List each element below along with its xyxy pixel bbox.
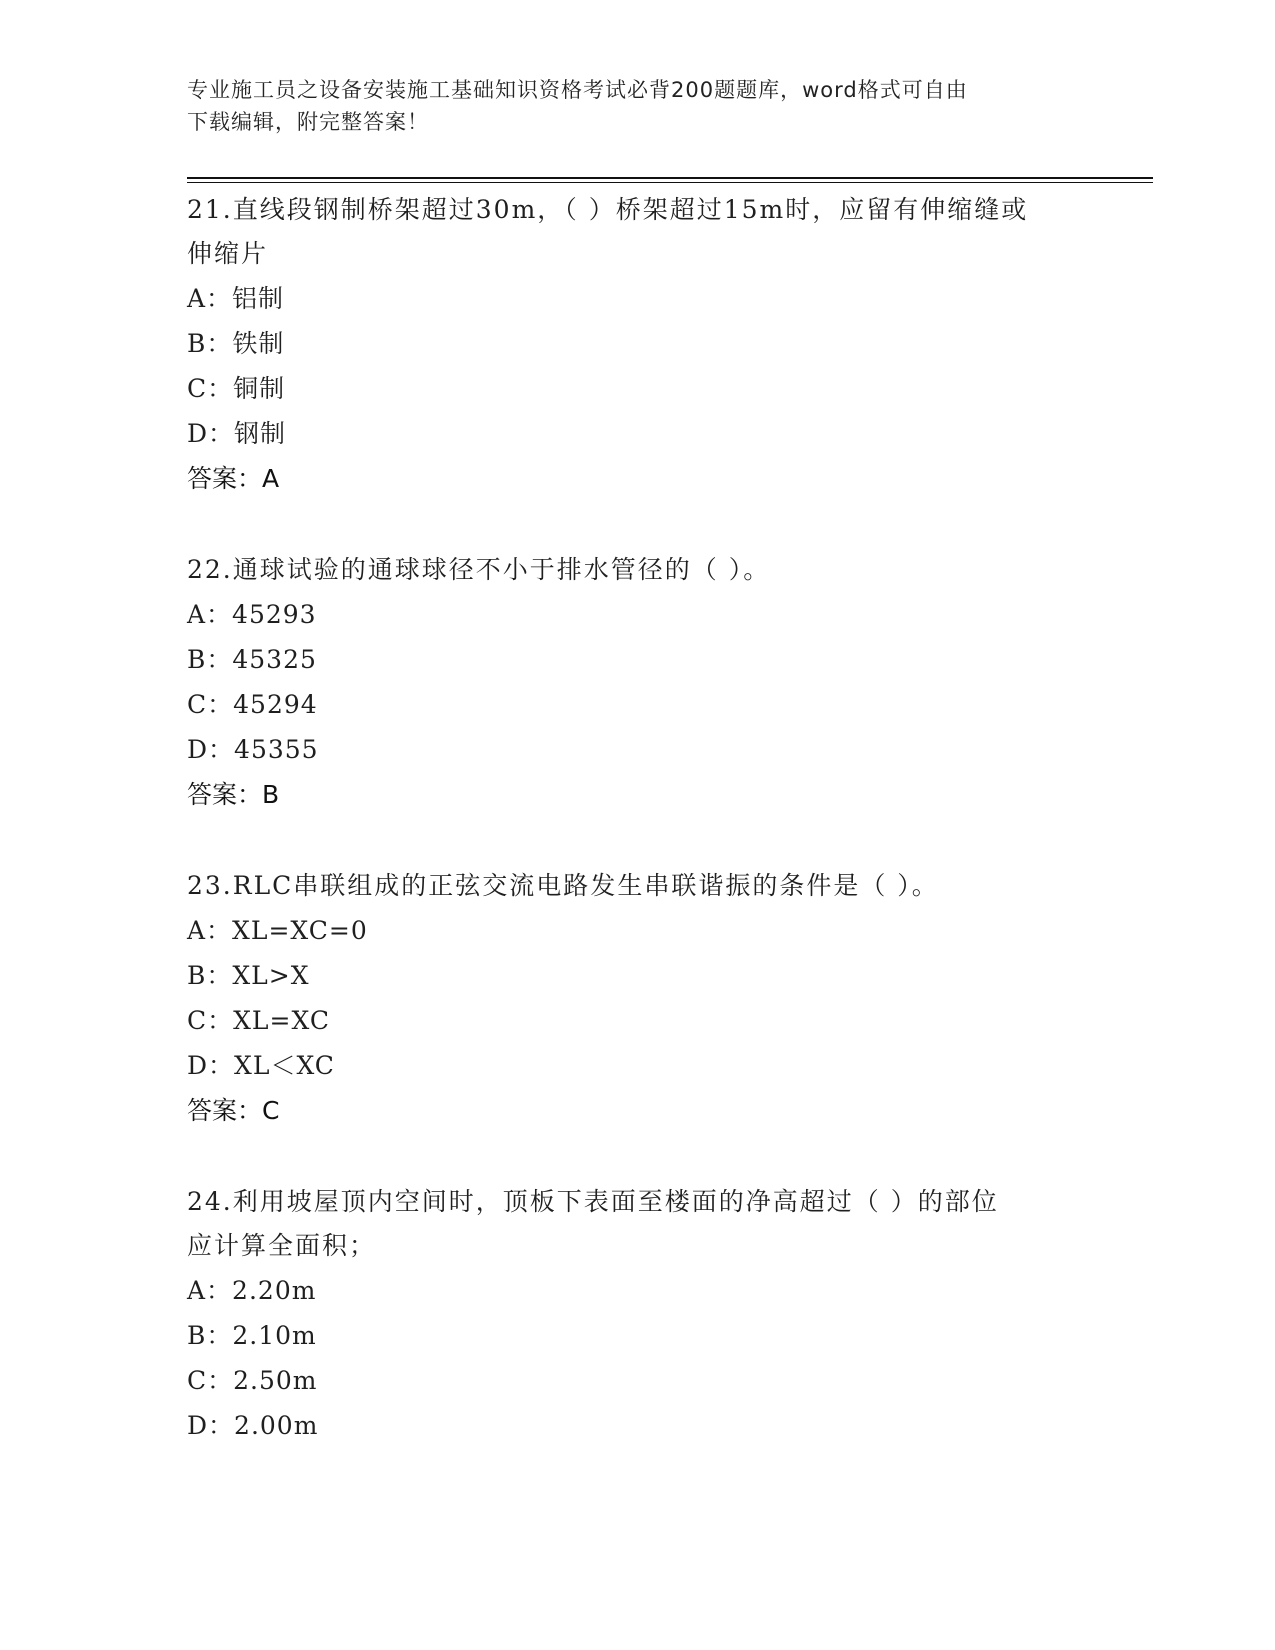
- option-c: C：45294: [187, 690, 318, 719]
- question-21: [187, 188, 1107, 502]
- question-23: [187, 864, 1107, 1134]
- option-c: C：XL=XC: [187, 1006, 330, 1035]
- question-22: [187, 548, 1107, 818]
- question-stem: 23.RLC串联组成的正弦交流电路发生串联谐振的条件是（ ）。: [187, 871, 939, 900]
- option-a: A：2.20m: [187, 1276, 317, 1305]
- header-line-2: 下载编辑，附完整答案！: [187, 110, 429, 134]
- option-c: C：2.50m: [187, 1366, 318, 1395]
- option-b: B：2.10m: [187, 1321, 317, 1350]
- header-divider-secondary: [187, 182, 1153, 183]
- option-a: A：XL=XC=0: [187, 916, 368, 945]
- answer: 答案：C: [187, 1096, 280, 1125]
- option-d: D：45355: [187, 735, 319, 764]
- header-divider: [187, 177, 1153, 179]
- question-stem: 24.利用坡屋顶内空间时，顶板下表面至楼面的净高超过（ ）的部位: [187, 1187, 999, 1216]
- option-c: C：铜制: [187, 374, 286, 403]
- option-d: D：XL＜XC: [187, 1051, 335, 1080]
- question-24: [187, 1180, 1107, 1448]
- option-b: B：铁制: [187, 329, 285, 358]
- option-b: B：45325: [187, 645, 317, 674]
- question-stem: 21.直线段钢制桥架超过30m，（ ）桥架超过15m时，应留有伸缩缝或: [187, 195, 1029, 224]
- document-header: [187, 74, 1087, 138]
- question-stem: 22.通球试验的通球球径不小于排水管径的（ ）。: [187, 555, 771, 584]
- option-d: D：钢制: [187, 419, 287, 448]
- header-line-1: 专业施工员之设备安装施工基础知识资格考试必背200题题库，word格式可自由: [187, 78, 968, 102]
- option-a: A：铝制: [187, 284, 285, 313]
- question-stem-continued: 伸缩片: [187, 239, 269, 268]
- option-b: B：XL>X: [187, 961, 310, 990]
- option-d: D：2.00m: [187, 1411, 319, 1440]
- answer: 答案：A: [187, 464, 280, 493]
- answer: 答案：B: [187, 780, 280, 809]
- option-a: A：45293: [187, 600, 317, 629]
- question-list: [187, 188, 1107, 1494]
- question-stem-continued: 应计算全面积；: [187, 1231, 377, 1260]
